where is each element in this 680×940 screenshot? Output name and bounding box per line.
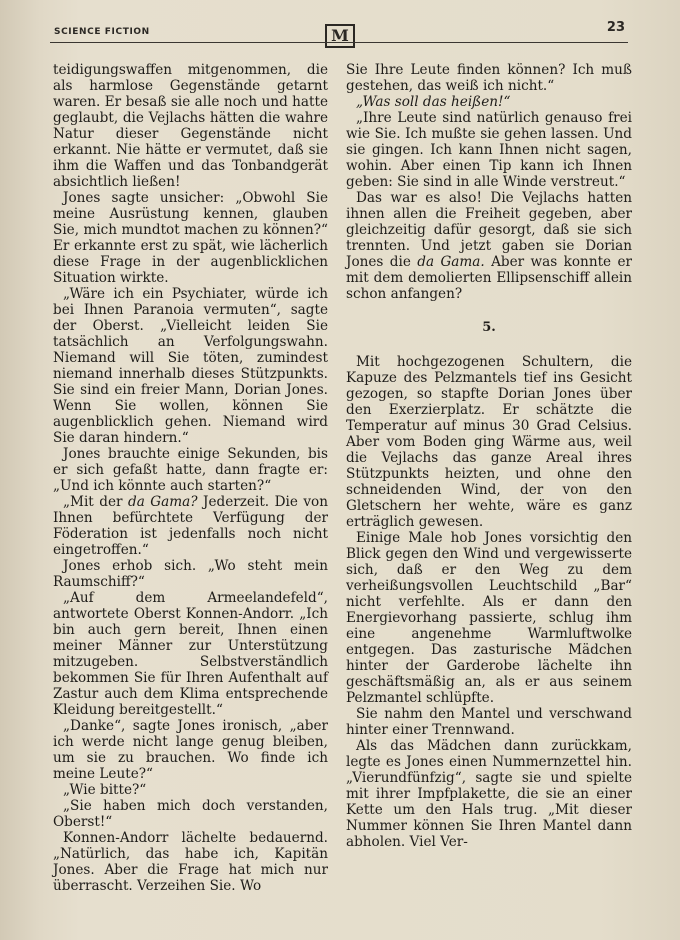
header-rule	[50, 42, 628, 43]
paragraph: Mit hochgezogenen Schultern, die Kapuze des Pelzmantels tief ins Gesicht gezogen, so stapfte Dorian Jones über den Exerzierplatz. Er schätzte die Temperatur auf minus 30 Grad Celsius. Aber vom Boden ging Wärme aus, weil die Vejlachs das ganze Areal ihres Stützpunkts heizten, und ohne den schneidenden Wind, der von den Gletschern her wehte, wäre es ganz erträglich gewesen.	[346, 354, 632, 530]
paragraph: Als das Mädchen dann zurückkam, legte es Jones einen Nummernzettel hin. „Vierundfünfzig“, sagte sie und spielte mit ihrer Impfplakette, die sie an einer Kette um den Hals trug. „Mit dieser Nummer können Sie Ihren Mantel dann abholen. Viel Ver-	[346, 738, 632, 850]
left-column	[53, 62, 328, 894]
paragraph: Jones sagte unsicher: „Obwohl Sie meine Ausrüstung kennen, glauben Sie, mich mundtot machen zu können?“ Er erkannte erst zu spät, wie lächerlich diese Frage in der augenblicklichen Situation wirkte.	[53, 190, 328, 286]
paragraph: „Danke“, sagte Jones ironisch, „aber ich werde nicht lange genug bleiben, um sie zu brauchen. Wo finde ich meine Leute?“	[53, 718, 328, 782]
paragraph: Konnen-Andorr lächelte bedauernd. „Natürlich, das habe ich, Kapitän Jones. Aber die Frage hat mich nur überrascht. Verzeihen Sie. Wo	[53, 830, 328, 894]
paragraph: Jones erhob sich. „Wo steht mein Raumschiff?“	[53, 558, 328, 590]
paragraph: Sie nahm den Mantel und verschwand hinter einer Trennwand.	[346, 706, 632, 738]
magazine-logo: M	[325, 24, 355, 48]
text-span: „Mit der	[63, 494, 128, 510]
text-span: Jederzeit. Die von Ihnen befürchtete Verfügung der Föderation ist jedenfalls noch nicht eingetroffen.“	[53, 494, 328, 558]
paragraph	[53, 494, 328, 558]
paragraph: „Auf dem Armeelandefeld“, antwortete Oberst Konnen-Andorr. „Ich bin auch gern bereit, Ihnen einen meiner Männer zur Unterstützung mitzugeben. Selbstverständlich bekommen Sie für Ihren Aufenthalt auf Zastur auch dem Klima entsprechende Kleidung bereitgestellt.“	[53, 590, 328, 718]
page-number: 23	[606, 20, 625, 35]
text-span: Aber was konnte er mit dem demolierten Ellipsenschiff allein schon anfangen?	[346, 254, 632, 302]
paragraph: Sie Ihre Leute finden können? Ich muß gestehen, das weiß ich nicht.“	[346, 62, 632, 94]
series-title: SCIENCE FICTION	[54, 27, 150, 37]
section-number: 5.	[482, 320, 496, 335]
paragraph	[346, 190, 632, 302]
paragraph: „Sie haben mich doch verstanden, Oberst!“	[53, 798, 328, 830]
text-span: Das war es also! Die Vejlachs hatten ihnen allen die Freiheit gegeben, aber gleichzeitig dafür gesorgt, daß sie sich trennten. Und jetzt gaben sie Dorian Jones die	[346, 190, 632, 270]
paragraph: Einige Male hob Jones vorsichtig den Blick gegen den Wind und vergewisserte sich, daß er den Weg zu dem verheißungsvollen Leuchtschild „Bar“ nicht verfehlte. Als er dann den Energievorhang passierte, schlug ihm eine angenehme Warmluftwolke entgegen. Das zasturische Mädchen hinter der Garderobe lächelte ihn geschäftsmäßig an, als er aus seinem Pelzmantel schlüpfte.	[346, 530, 632, 706]
ship-name: da Gama?	[128, 494, 198, 510]
paragraph: „Wäre ich ein Psychiater, würde ich bei Ihnen Paranoia vermuten“, sagte der Oberst. „Vielleicht leiden Sie tatsächlich an Verfolgungswahn. Niemand will Sie töten, zumindest niemand innerhalb dieses Stützpunkts. Sie sind ein freier Mann, Dorian Jones. Wenn Sie wollen, können Sie augenblicklich gehen. Niemand wird Sie daran hindern.“	[53, 286, 328, 446]
paragraph: Jones brauchte einige Sekunden, bis er sich gefaßt hatte, dann fragte er: „Und ich könnte auch starten?“	[53, 446, 328, 494]
paragraph	[346, 94, 632, 110]
right-column	[346, 62, 632, 850]
ship-name: da Gama.	[417, 254, 485, 270]
paragraph: „Wie bitte?“	[63, 782, 147, 798]
italic-exclamation: „Was soll das heißen!“	[356, 94, 511, 110]
paragraph: teidigungswaffen mitgenommen, die als harmlose Gegenstände getarnt waren. Er besaß sie alle noch und hatte geglaubt, die Vejlachs hätten die wahre Natur dieser Gegenstände nicht erkannt. Nie hätte er vermutet, daß sie ihm die Waffen und das Tonbandgerät absichtlich ließen!	[53, 62, 328, 190]
paragraph: „Ihre Leute sind natürlich genauso frei wie Sie. Ich mußte sie gehen lassen. Und sie gingen. Ich kann Ihnen nicht sagen, wohin. Aber einen Tip kann ich Ihnen geben: Sie sind in alle Winde verstreut.“	[346, 110, 632, 190]
